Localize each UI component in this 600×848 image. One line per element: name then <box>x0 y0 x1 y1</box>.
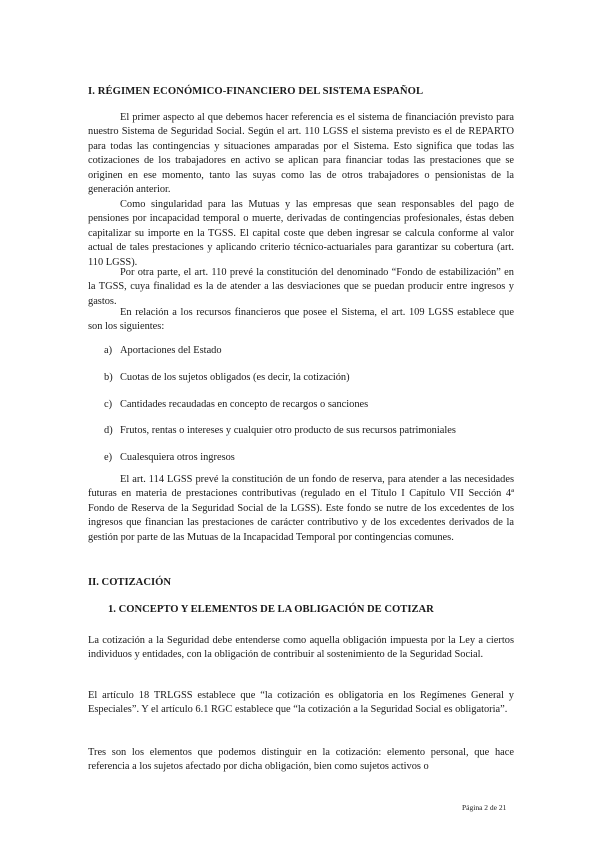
list-item: d) Frutos, rentas o intereses y cualquier otro producto de sus recursos patrimoniales <box>104 425 456 437</box>
page-number: Página 2 de 21 <box>462 803 507 812</box>
list-item: e) Cualesquiera otros ingresos <box>104 452 235 464</box>
paragraph-definicion: La cotización a la Seguridad debe entenderse como aquella obligación impuesta por la Ley a ciertos individuos y entidades, con la obligación de contribuir al sostenimiento de la Seguridad Social. <box>88 635 514 661</box>
paragraph-mutuas: Como singularidad para las Mutuas y las empresas que sean responsables del pago de pensiones por incapacidad temporal o muerte, derivadas de contingencias profesionales, éstas deben capitalizar su importe en la TGSS. El capital coste que deben ingresar se calcula conforme al valor actual de tales prestaciones y aplicando criterio técnico-actuariales para garantizar su cobertura (art. 110 LGSS). <box>88 199 514 268</box>
paragraph-fondo-estabilizacion: Por otra parte, el art. 110 prevé la constitución del denominado “Fondo de estabilización” en la TGSS, cuya finalidad es la de atender a las desviaciones que se puedan producir entre ingresos y gastos. <box>88 267 514 307</box>
paragraph-recursos: En relación a los recursos financieros que posee el Sistema, el art. 109 LGSS establece que son los siguientes: <box>88 307 514 333</box>
resources-list <box>104 344 456 478</box>
list-item: a) Aportaciones del Estado <box>104 345 222 356</box>
subsection-heading-concepto: 1. CONCEPTO Y ELEMENTOS DE LA OBLIGACIÓN DE COTIZAR <box>108 604 434 615</box>
section-heading-regimen: I. RÉGIMEN ECONÓMICO-FINANCIERO DEL SISTEMA ESPAÑOL <box>88 86 424 97</box>
paragraph-fondo-reserva: El art. 114 LGSS prevé la constitución de un fondo de reserva, para atender a las necesidades futuras en materia de prestaciones contributivas (regulado en el Título I Capítulo VII Sección 4ª Fondo de Reserva de la Seguridad Social de la LGSS). Este fondo se nutre de los excedentes de los ingresos que financian las prestaciones de carácter contributivo y de los excedentes derivados de la gestión por parte de las Mutuas de la Incapacidad Temporal por contingencias comunes. <box>88 474 514 543</box>
list-item: b) Cuotas de los sujetos obligados (es decir, la cotización) <box>104 371 350 383</box>
paragraph-articulo-18: El artículo 18 TRLGSS establece que “la cotización es obligatoria en los Regímenes General y Especiales”. Y el artículo 6.1 RGC establece que “la cotización a la Seguridad Social es obligatoria”. <box>88 690 514 716</box>
section-heading-cotizacion: II. COTIZACIÓN <box>88 577 172 588</box>
list-item: c) Cantidades recaudadas en concepto de recargos o sanciones <box>104 398 369 410</box>
paragraph-elementos: Tres son los elementos que podemos distinguir en la cotización: elemento personal, que hace referencia a los sujetos afectado por dicha obligación, bien como sujetos activos o <box>88 747 514 773</box>
paragraph-financiacion: El primer aspecto al que debemos hacer referencia es el sistema de financiación previsto para nuestro Sistema de Seguridad Social. Según el art. 110 LGSS el sistema previsto es el de REPARTO para todas las contingencias y situaciones amparadas por el Sistema. Esto significa que todas las cotizaciones de los trabajadores en activo se aplican para financiar todas las prestaciones que se originen en ese momento, tanto las suyas como las de otros trabajadores o pensionistas de la generación anterior. <box>88 112 514 196</box>
